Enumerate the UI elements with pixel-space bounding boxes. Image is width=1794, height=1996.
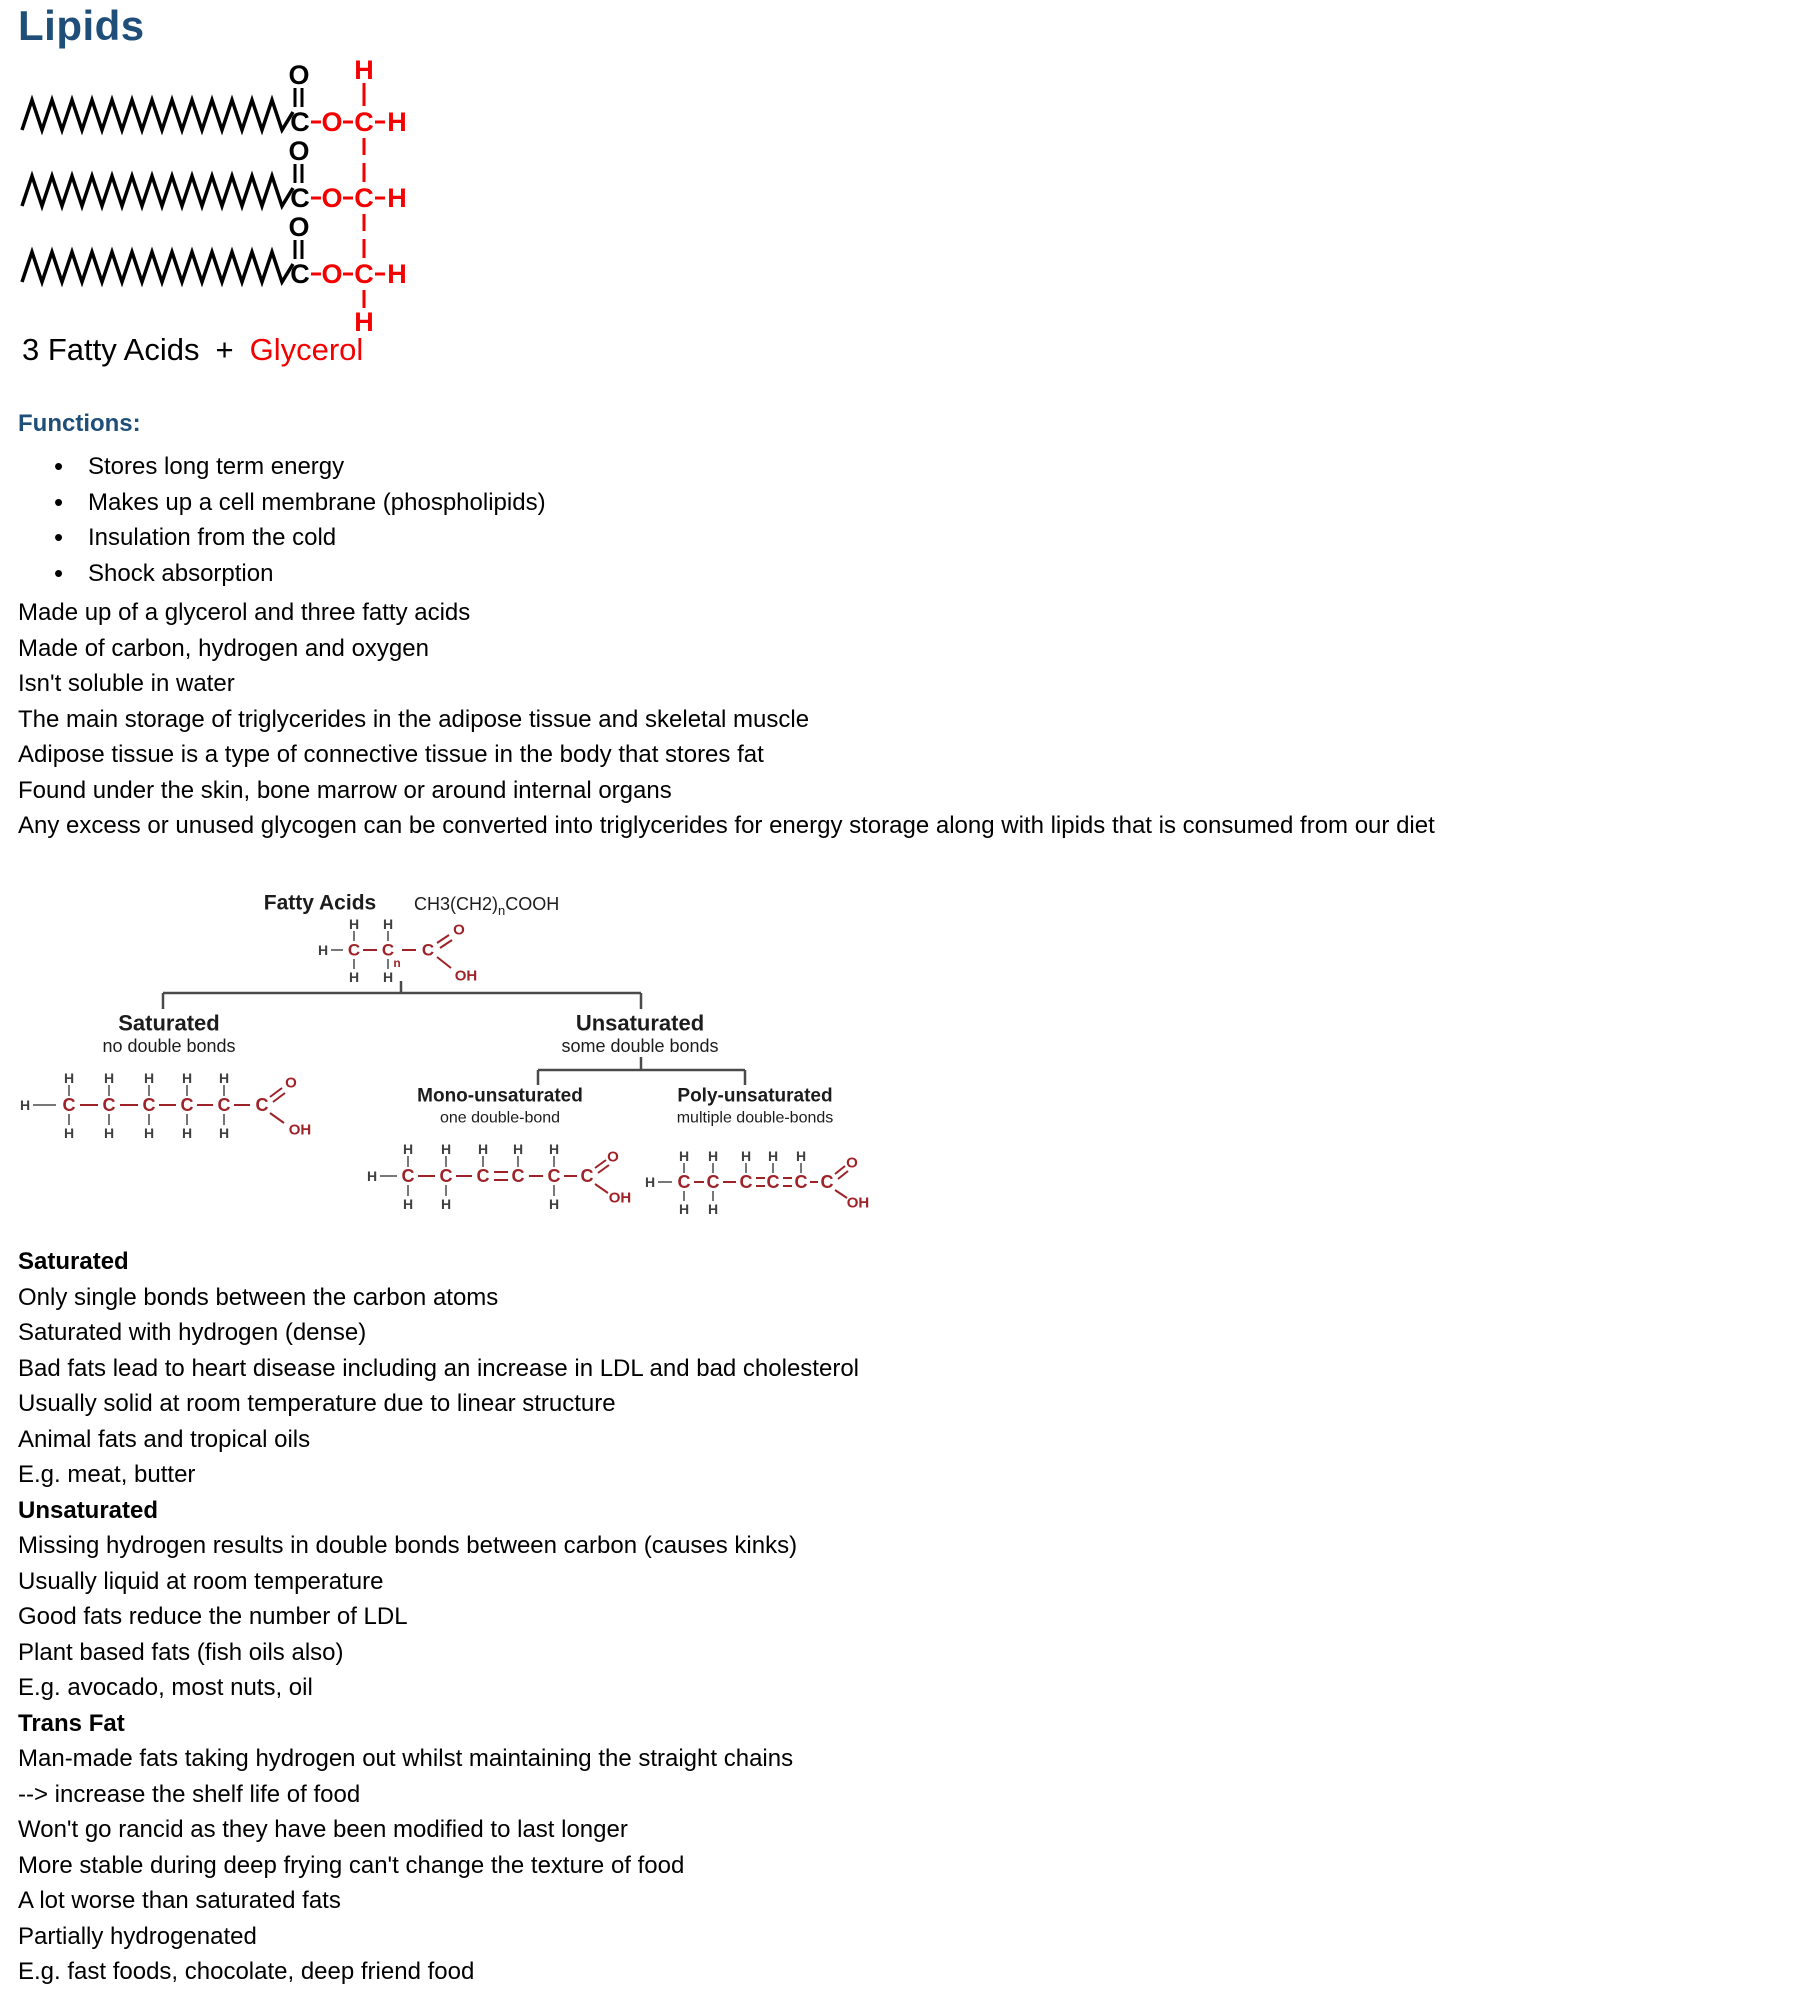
transfat-section	[18, 1706, 859, 1990]
caption-plus: +	[215, 332, 234, 367]
functions-list-item: • Shock absorption	[0, 556, 546, 592]
saturated-structure	[20, 1070, 311, 1141]
svg-text:O: O	[453, 921, 465, 939]
note-line: Any excess or unused glycogen can be converted into triglycerides for energy storage along with lipids that is consumed from our diet	[18, 812, 1435, 839]
saturated-section-lines	[18, 1280, 859, 1493]
svg-text:H: H	[402, 1141, 414, 1157]
hydrogen-atom: H	[387, 183, 407, 213]
mono-unsaturated-label: Mono-unsaturated	[417, 1085, 583, 1107]
svg-text:H: H	[348, 916, 360, 932]
svg-text:H: H	[440, 1196, 452, 1212]
svg-text:n: n	[393, 956, 401, 970]
svg-text:C: C	[547, 1166, 561, 1186]
svg-text:H: H	[740, 1148, 752, 1164]
svg-text:C: C	[142, 1095, 156, 1115]
hydrogen-atom: H	[354, 307, 374, 337]
svg-text:H: H	[181, 1125, 193, 1141]
svg-text:H: H	[402, 1196, 414, 1212]
svg-text:OH: OH	[608, 1189, 632, 1207]
svg-text:H: H	[795, 1148, 807, 1164]
svg-text:H: H	[143, 1070, 155, 1086]
section-line: Bad fats lead to heart disease including an increase in LDL and bad cholesterol	[18, 1354, 859, 1382]
svg-text:C: C	[255, 1095, 269, 1115]
carbon-atom: C	[290, 183, 310, 213]
saturated-branch-sublabel: no double bonds	[102, 1036, 236, 1056]
note-line: Isn't soluble in water	[18, 670, 235, 697]
svg-text:H: H	[143, 1125, 155, 1141]
carbon-atom: C	[354, 183, 374, 213]
poly-unsaturated-sublabel: multiple double-bonds	[676, 1109, 834, 1127]
ester-group-1	[288, 60, 406, 137]
svg-text:C: C	[706, 1172, 720, 1192]
svg-text:OH: OH	[454, 967, 478, 985]
svg-text:O: O	[285, 1074, 297, 1092]
functions-list-item: • Insulation from the cold	[0, 520, 546, 556]
section-line: Animal fats and tropical oils	[18, 1425, 311, 1453]
svg-text:H: H	[317, 942, 329, 958]
svg-text:H: H	[678, 1201, 690, 1217]
fatty-acid-classification-diagram	[0, 880, 897, 1240]
note-line: Found under the skin, bone marrow or around internal organs	[18, 776, 672, 804]
fatty-acid-chain-3	[22, 252, 293, 282]
transfat-section-lines	[18, 1741, 859, 1990]
section-line: Usually solid at room temperature due to linear structure	[18, 1390, 616, 1417]
svg-text:H: H	[512, 1141, 524, 1157]
svg-text:H: H	[103, 1070, 115, 1086]
saturated-branch-label: Saturated	[118, 1010, 220, 1036]
section-line: Partially hydrogenated	[18, 1922, 257, 1950]
saturated-section-heading: Saturated	[18, 1248, 129, 1275]
svg-text:H: H	[707, 1148, 719, 1164]
note-line: The main storage of triglycerides in the adipose tissue and skeletal muscle	[18, 705, 810, 733]
caption-glycerol: Glycerol	[249, 332, 364, 367]
svg-text:C: C	[102, 1095, 116, 1115]
note-line: Made of carbon, hydrogen and oxygen	[18, 634, 429, 662]
svg-text:H: H	[348, 969, 360, 985]
svg-text:H: H	[63, 1125, 75, 1141]
svg-text:OH: OH	[288, 1121, 312, 1139]
svg-text:C: C	[766, 1172, 780, 1192]
triglyceride-diagram	[8, 50, 408, 340]
svg-text:C: C	[381, 940, 395, 960]
svg-text:H: H	[440, 1141, 452, 1157]
generic-fatty-acid-structure	[318, 916, 477, 985]
svg-text:H: H	[644, 1174, 656, 1190]
svg-text:H: H	[382, 969, 394, 985]
saturated-section	[18, 1244, 859, 1493]
svg-text:C: C	[794, 1172, 808, 1192]
section-line: --> increase the shelf life of food	[18, 1780, 361, 1808]
caption-fatty-acids: 3 Fatty Acids	[22, 332, 200, 367]
unsaturated-branch-sublabel: some double bonds	[561, 1036, 719, 1056]
svg-text:H: H	[19, 1097, 31, 1113]
fatty-acid-chain-2	[22, 176, 293, 206]
transfat-section-heading: Trans Fat	[18, 1709, 125, 1737]
functions-heading: Functions:	[18, 410, 141, 437]
svg-text:C: C	[511, 1166, 525, 1186]
oxygen-atom: O	[288, 60, 310, 90]
page-title: Lipids	[18, 2, 145, 49]
svg-text:C: C	[820, 1172, 834, 1192]
svg-text:H: H	[218, 1070, 230, 1086]
oxygen-atom: O	[288, 212, 310, 242]
oxygen-atom: O	[321, 107, 343, 137]
section-line: Man-made fats taking hydrogen out whilst maintaining the straight chains	[18, 1745, 794, 1772]
svg-text:H: H	[707, 1201, 719, 1217]
section-line: Missing hydrogen results in double bonds between carbon (causes kinks)	[18, 1532, 798, 1559]
svg-text:C: C	[439, 1166, 453, 1186]
svg-text:C: C	[180, 1095, 194, 1115]
fatty-acid-formula: $CH3(CH2)_nCOOH$	[414, 894, 560, 918]
svg-text:C: C	[421, 940, 435, 960]
svg-text:C: C	[217, 1095, 231, 1115]
svg-text:H: H	[678, 1148, 690, 1164]
svg-text:H: H	[477, 1141, 489, 1157]
svg-text:H: H	[103, 1125, 115, 1141]
svg-text:H: H	[548, 1196, 560, 1212]
unsaturated-branch-label: Unsaturated	[575, 1010, 705, 1036]
svg-text:C: C	[401, 1166, 415, 1186]
svg-text:C: C	[476, 1166, 490, 1186]
svg-text:H: H	[366, 1168, 378, 1184]
svg-text:OH: OH	[846, 1194, 870, 1212]
svg-text:H: H	[767, 1148, 779, 1164]
note-line: Adipose tissue is a type of connective tissue in the body that stores fat	[18, 741, 764, 768]
section-line: More stable during deep frying can't change the texture of food	[18, 1851, 685, 1879]
svg-text:C: C	[677, 1172, 691, 1192]
section-line: Usually liquid at room temperature	[18, 1567, 384, 1595]
ester-group-2	[288, 136, 406, 213]
unsaturated-section-heading: Unsaturated	[18, 1496, 159, 1524]
functions-list-item: • Makes up a cell membrane (phospholipids)	[0, 485, 546, 521]
poly-unsaturated-structure	[645, 1148, 869, 1217]
note-line: Made up of a glycerol and three fatty acids	[18, 599, 471, 626]
svg-text:H: H	[181, 1070, 193, 1086]
section-line: A lot worse than saturated fats	[18, 1887, 341, 1914]
carbon-atom: C	[290, 259, 310, 289]
section-line: Good fats reduce the number of LDL	[18, 1603, 408, 1630]
section-line: Saturated with hydrogen (dense)	[18, 1319, 367, 1346]
oxygen-atom: O	[321, 259, 343, 289]
section-line: Won't go rancid as they have been modified to last longer	[18, 1816, 628, 1843]
section-line: E.g. avocado, most nuts, oil	[18, 1674, 313, 1701]
fatty-acid-chain-1	[22, 100, 293, 130]
svg-text:H: H	[548, 1141, 560, 1157]
poly-unsaturated-label: Poly-unsaturated	[677, 1085, 833, 1107]
unsaturated-section	[18, 1493, 859, 1706]
svg-text:H: H	[63, 1070, 75, 1086]
section-line: Only single bonds between the carbon atoms	[18, 1283, 499, 1311]
fat-type-sections	[18, 1244, 859, 1990]
mono-unsaturated-structure	[367, 1141, 631, 1212]
mono-unsaturated-sublabel: one double-bond	[439, 1109, 561, 1127]
oxygen-atom: O	[288, 136, 310, 166]
svg-text:O: O	[846, 1154, 858, 1172]
svg-text:C: C	[739, 1172, 753, 1192]
carbon-atom: C	[354, 107, 374, 137]
fatty-acids-figure-title: Fatty Acids	[263, 891, 377, 915]
svg-text:H: H	[218, 1125, 230, 1141]
section-line: Plant based fats (fish oils also)	[18, 1638, 344, 1666]
carbon-atom: C	[290, 107, 310, 137]
functions-list	[0, 449, 546, 591]
svg-text:C: C	[62, 1095, 76, 1115]
oxygen-atom: O	[321, 183, 343, 213]
hydrogen-atom: H	[387, 107, 407, 137]
section-line: E.g. fast foods, chocolate, deep friend food	[18, 1958, 475, 1985]
svg-text:C: C	[580, 1166, 594, 1186]
svg-text:C: C	[347, 940, 361, 960]
ester-group-3	[288, 212, 406, 289]
hydrogen-atom: H	[387, 259, 407, 289]
section-line: E.g. meat, butter	[18, 1461, 196, 1488]
unsaturated-section-lines	[18, 1528, 859, 1706]
triglyceride-caption	[22, 332, 363, 368]
svg-text:H: H	[382, 916, 394, 932]
svg-text:O: O	[607, 1148, 619, 1166]
functions-list-item: • Stores long term energy	[0, 449, 546, 485]
notes-block	[18, 595, 1435, 844]
hydrogen-atom: H	[354, 55, 374, 85]
carbon-atom: C	[354, 259, 374, 289]
